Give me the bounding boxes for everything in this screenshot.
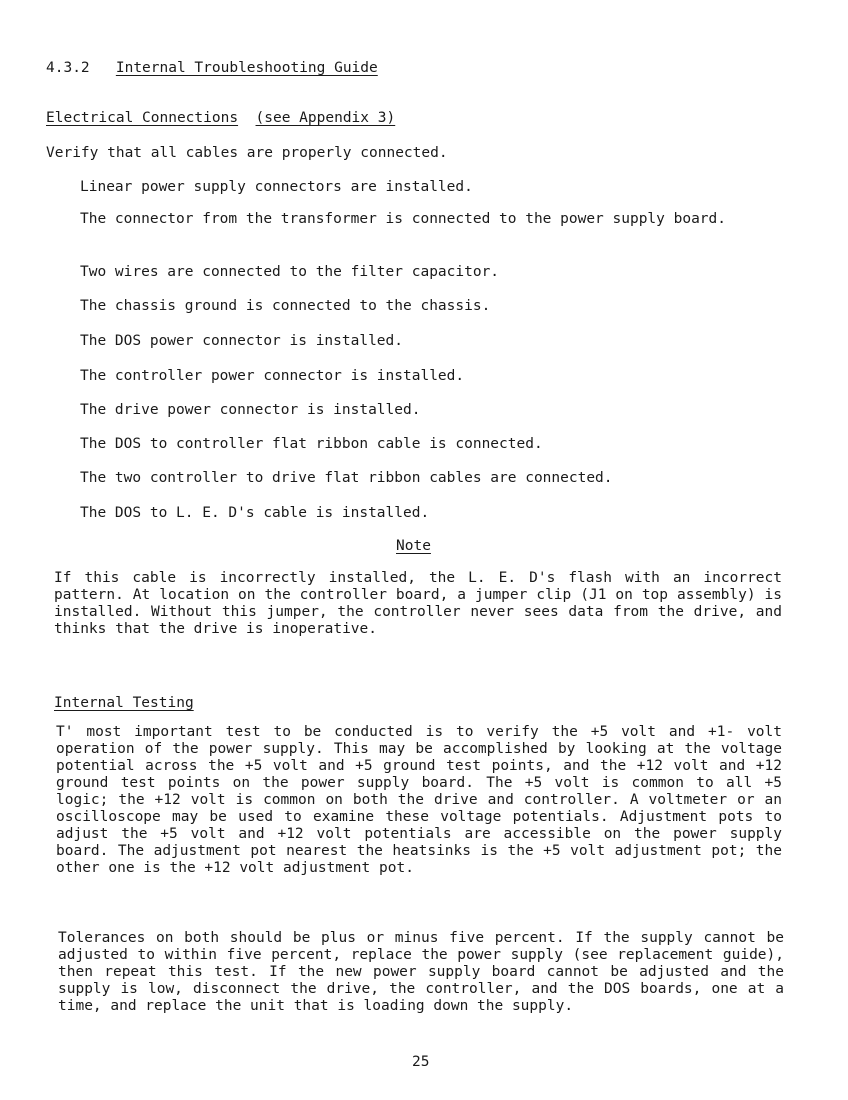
internal-testing-paragraph-2: Tolerances on both should be plus or minus five percent. If the supply cannot be adjusted to within five percent, replace the power supply (see replacement guide), then repeat this test. If the new power supply board cannot be adjusted and the supply is low, disconnect the drive, the controller, and the DOS boards, one at a time, and replace the unit that is loading down the supply. — [58, 930, 784, 1014]
note-heading: Note — [396, 538, 431, 554]
check-item: The two controller to drive flat ribbon cables are connected. — [80, 470, 613, 486]
check-item: Two wires are connected to the filter capacitor. — [80, 264, 500, 280]
section-number: 4.3.2 — [46, 60, 90, 76]
check-item: The DOS to controller flat ribbon cable is connected. — [80, 436, 543, 452]
electrical-heading-text: Electrical Connections — [46, 110, 239, 126]
check-item: The drive power connector is installed. — [80, 402, 421, 418]
page-number: 25 — [412, 1054, 430, 1070]
electrical-intro: Verify that all cables are properly connected. — [46, 145, 448, 161]
section-header — [46, 60, 378, 77]
internal-testing-paragraph-1: T' most important test to be conducted is to verify the +5 volt and +1‐ volt operation of the power supply. This may be accomplished by looking at the voltage potential across the +5 volt and +5 ground test points, and the +12 volt and +12 ground test points on the power supply board. The +5 volt is common to all +5 logic; the +12 volt is common on both the drive and controller. A voltmeter or an oscilloscope may be used to examine these voltage potentials. Adjustment pots to adjust the +5 volt and +12 volt potentials are accessible on the power supply board. The adjustment pot nearest the heatsinks is the +5 volt adjustment pot; the other one is the +12 volt adjustment pot. — [56, 724, 782, 876]
check-item: The connector from the transformer is connected to the power supply board. — [80, 211, 727, 227]
internal-testing-heading: Internal Testing — [54, 695, 194, 711]
note-text: If this cable is incorrectly installed, the L. E. D's flash with an incorrect pattern. At location on the controller board, a jumper clip (J1 on top assembly) is installed. Without this jumper, the controller never sees data from the drive, and thinks that the drive is inoperative. — [54, 570, 782, 637]
electrical-heading — [46, 110, 395, 127]
check-item: Linear power supply connectors are installed. — [80, 179, 473, 195]
section-title: Internal Troubleshooting Guide — [115, 60, 378, 76]
check-item: The DOS to L. E. D's cable is installed. — [80, 505, 430, 521]
check-item: The chassis ground is connected to the chassis. — [80, 298, 491, 314]
check-item: The DOS power connector is installed. — [80, 333, 404, 349]
electrical-heading-ref: (see Appendix 3) — [255, 110, 396, 126]
check-item: The controller power connector is installed. — [80, 368, 465, 384]
